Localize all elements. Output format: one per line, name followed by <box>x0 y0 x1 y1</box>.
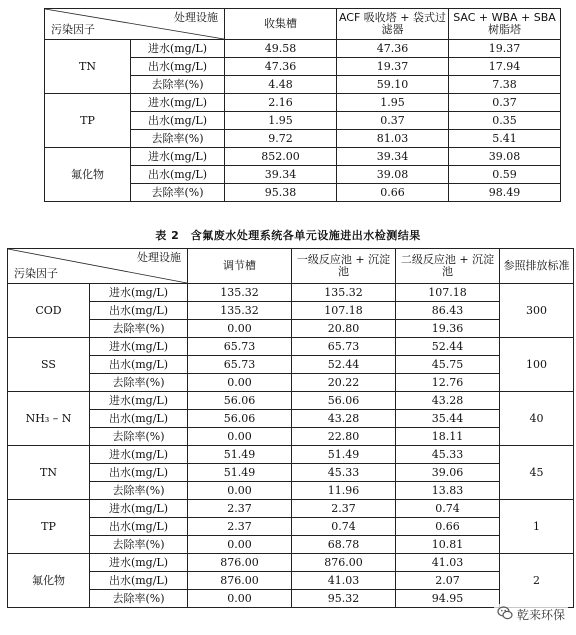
table-row <box>8 464 574 482</box>
column-header: 参照排放标准 <box>500 249 574 284</box>
row-item-label: 出水(mg/L) <box>131 166 225 184</box>
value-cell: 1.95 <box>225 112 337 130</box>
value-cell: 1.95 <box>337 94 449 112</box>
table-row <box>8 374 574 392</box>
row-item-label: 去除率(%) <box>90 428 188 446</box>
value-cell: 0.74 <box>396 500 500 518</box>
header-pollutant-label: 污染因子 <box>51 23 95 36</box>
pollutant-name: TP <box>45 94 131 148</box>
table-row <box>8 446 574 464</box>
value-cell: 12.76 <box>396 374 500 392</box>
value-cell: 9.72 <box>225 130 337 148</box>
value-cell: 81.03 <box>337 130 449 148</box>
value-cell: 2.37 <box>188 518 292 536</box>
value-cell: 0.59 <box>449 166 561 184</box>
table-row <box>45 40 561 58</box>
header-pollutant-label: 污染因子 <box>14 267 58 280</box>
value-cell: 51.49 <box>292 446 396 464</box>
row-item-label: 进水(mg/L) <box>90 500 188 518</box>
row-item-label: 出水(mg/L) <box>90 572 188 590</box>
table-row <box>8 554 574 572</box>
value-cell: 35.44 <box>396 410 500 428</box>
value-cell: 2.16 <box>225 94 337 112</box>
value-cell: 135.32 <box>292 284 396 302</box>
row-item-label: 进水(mg/L) <box>90 338 188 356</box>
table-header-row <box>45 9 561 40</box>
value-cell: 94.95 <box>396 590 500 608</box>
value-cell: 107.18 <box>396 284 500 302</box>
wechat-icon <box>497 605 513 624</box>
pollutant-name: COD <box>8 284 90 338</box>
column-header: 一级反应池 + 沉淀池 <box>292 249 396 284</box>
table-header-row <box>8 249 574 284</box>
value-cell: 876.00 <box>292 554 396 572</box>
table-row <box>8 338 574 356</box>
value-cell: 19.37 <box>449 40 561 58</box>
value-cell: 65.73 <box>188 356 292 374</box>
value-cell: 43.28 <box>292 410 396 428</box>
value-cell: 0.00 <box>188 536 292 554</box>
value-cell: 852.00 <box>225 148 337 166</box>
row-item-label: 去除率(%) <box>90 320 188 338</box>
watermark-text: 乾来环保 <box>516 608 565 622</box>
standard-value: 1 <box>500 500 574 554</box>
diagonal-header-cell <box>45 9 225 40</box>
value-cell: 45.75 <box>396 356 500 374</box>
value-cell: 107.18 <box>292 302 396 320</box>
row-item-label: 出水(mg/L) <box>90 356 188 374</box>
value-cell: 95.32 <box>292 590 396 608</box>
row-item-label: 去除率(%) <box>131 184 225 202</box>
value-cell: 49.58 <box>225 40 337 58</box>
table-2 <box>7 248 574 608</box>
value-cell: 4.48 <box>225 76 337 94</box>
column-header: 调节槽 <box>188 249 292 284</box>
row-item-label: 去除率(%) <box>90 374 188 392</box>
value-cell: 51.49 <box>188 446 292 464</box>
value-cell: 22.80 <box>292 428 396 446</box>
table-row <box>8 428 574 446</box>
value-cell: 2.07 <box>396 572 500 590</box>
value-cell: 95.38 <box>225 184 337 202</box>
value-cell: 43.28 <box>396 392 500 410</box>
standard-value: 100 <box>500 338 574 392</box>
header-facility-label: 处理设施 <box>137 251 181 264</box>
table-row <box>8 482 574 500</box>
value-cell: 2.37 <box>188 500 292 518</box>
table-row <box>45 148 561 166</box>
row-item-label: 进水(mg/L) <box>90 446 188 464</box>
value-cell: 7.38 <box>449 76 561 94</box>
pollutant-name: 氟化物 <box>45 148 131 202</box>
table-row <box>8 572 574 590</box>
value-cell: 0.37 <box>337 112 449 130</box>
header-facility-label: 处理设施 <box>174 11 218 24</box>
value-cell: 0.00 <box>188 320 292 338</box>
table-row <box>8 518 574 536</box>
value-cell: 39.34 <box>225 166 337 184</box>
pollutant-name: 氟化物 <box>8 554 90 608</box>
standard-value: 45 <box>500 446 574 500</box>
table-1 <box>44 8 561 202</box>
value-cell: 19.36 <box>396 320 500 338</box>
table-row <box>8 536 574 554</box>
value-cell: 59.10 <box>337 76 449 94</box>
value-cell: 56.06 <box>292 392 396 410</box>
value-cell: 39.06 <box>396 464 500 482</box>
pollutant-name: TN <box>45 40 131 94</box>
row-item-label: 出水(mg/L) <box>131 58 225 76</box>
value-cell: 18.11 <box>396 428 500 446</box>
row-item-label: 去除率(%) <box>131 76 225 94</box>
value-cell: 0.00 <box>188 482 292 500</box>
value-cell: 0.74 <box>292 518 396 536</box>
value-cell: 2.37 <box>292 500 396 518</box>
value-cell: 11.96 <box>292 482 396 500</box>
value-cell: 0.66 <box>396 518 500 536</box>
value-cell: 20.80 <box>292 320 396 338</box>
value-cell: 135.32 <box>188 284 292 302</box>
value-cell: 20.22 <box>292 374 396 392</box>
value-cell: 13.83 <box>396 482 500 500</box>
column-header: SAC + WBA + SBA 树脂塔 <box>449 9 561 40</box>
pollutant-name: NH₃ – N <box>8 392 90 446</box>
value-cell: 0.00 <box>188 428 292 446</box>
table-row <box>8 590 574 608</box>
value-cell: 45.33 <box>292 464 396 482</box>
table-row <box>45 94 561 112</box>
row-item-label: 进水(mg/L) <box>131 40 225 58</box>
table-row <box>8 302 574 320</box>
value-cell: 17.94 <box>449 58 561 76</box>
pollutant-name: TN <box>8 446 90 500</box>
watermark <box>494 604 568 625</box>
value-cell: 56.06 <box>188 410 292 428</box>
row-item-label: 进水(mg/L) <box>131 148 225 166</box>
value-cell: 19.37 <box>337 58 449 76</box>
table-row <box>8 500 574 518</box>
standard-value: 2 <box>500 554 574 608</box>
table-row <box>8 320 574 338</box>
value-cell: 51.49 <box>188 464 292 482</box>
value-cell: 0.00 <box>188 374 292 392</box>
table-row <box>8 356 574 374</box>
value-cell: 0.00 <box>188 590 292 608</box>
value-cell: 65.73 <box>188 338 292 356</box>
value-cell: 41.03 <box>292 572 396 590</box>
standard-value: 300 <box>500 284 574 338</box>
value-cell: 39.34 <box>337 148 449 166</box>
row-item-label: 出水(mg/L) <box>90 410 188 428</box>
row-item-label: 出水(mg/L) <box>90 518 188 536</box>
pollutant-name: TP <box>8 500 90 554</box>
row-item-label: 进水(mg/L) <box>90 392 188 410</box>
value-cell: 0.37 <box>449 94 561 112</box>
value-cell: 52.44 <box>292 356 396 374</box>
value-cell: 876.00 <box>188 554 292 572</box>
value-cell: 876.00 <box>188 572 292 590</box>
row-item-label: 去除率(%) <box>90 590 188 608</box>
value-cell: 45.33 <box>396 446 500 464</box>
table-row <box>8 410 574 428</box>
value-cell: 98.49 <box>449 184 561 202</box>
column-header: 二级反应池 + 沉淀池 <box>396 249 500 284</box>
row-item-label: 出水(mg/L) <box>90 302 188 320</box>
value-cell: 39.08 <box>449 148 561 166</box>
value-cell: 47.36 <box>337 40 449 58</box>
value-cell: 41.03 <box>396 554 500 572</box>
row-item-label: 去除率(%) <box>131 130 225 148</box>
row-item-label: 出水(mg/L) <box>90 464 188 482</box>
value-cell: 68.78 <box>292 536 396 554</box>
value-cell: 56.06 <box>188 392 292 410</box>
row-item-label: 去除率(%) <box>90 536 188 554</box>
table-row <box>8 284 574 302</box>
value-cell: 0.66 <box>337 184 449 202</box>
table-row <box>8 392 574 410</box>
row-item-label: 出水(mg/L) <box>131 112 225 130</box>
column-header: 收集槽 <box>225 9 337 40</box>
value-cell: 52.44 <box>396 338 500 356</box>
standard-value: 40 <box>500 392 574 446</box>
pollutant-name: SS <box>8 338 90 392</box>
value-cell: 10.81 <box>396 536 500 554</box>
value-cell: 5.41 <box>449 130 561 148</box>
column-header: ACF 吸收塔 + 袋式过滤器 <box>337 9 449 40</box>
value-cell: 47.36 <box>225 58 337 76</box>
value-cell: 0.35 <box>449 112 561 130</box>
row-item-label: 进水(mg/L) <box>90 284 188 302</box>
table-caption: 表 2 含氟废水处理系统各单元设施进出水检测结果 <box>155 229 421 242</box>
value-cell: 135.32 <box>188 302 292 320</box>
diagonal-header-cell <box>8 249 188 284</box>
value-cell: 86.43 <box>396 302 500 320</box>
row-item-label: 进水(mg/L) <box>131 94 225 112</box>
row-item-label: 进水(mg/L) <box>90 554 188 572</box>
value-cell: 39.08 <box>337 166 449 184</box>
row-item-label: 去除率(%) <box>90 482 188 500</box>
value-cell: 65.73 <box>292 338 396 356</box>
